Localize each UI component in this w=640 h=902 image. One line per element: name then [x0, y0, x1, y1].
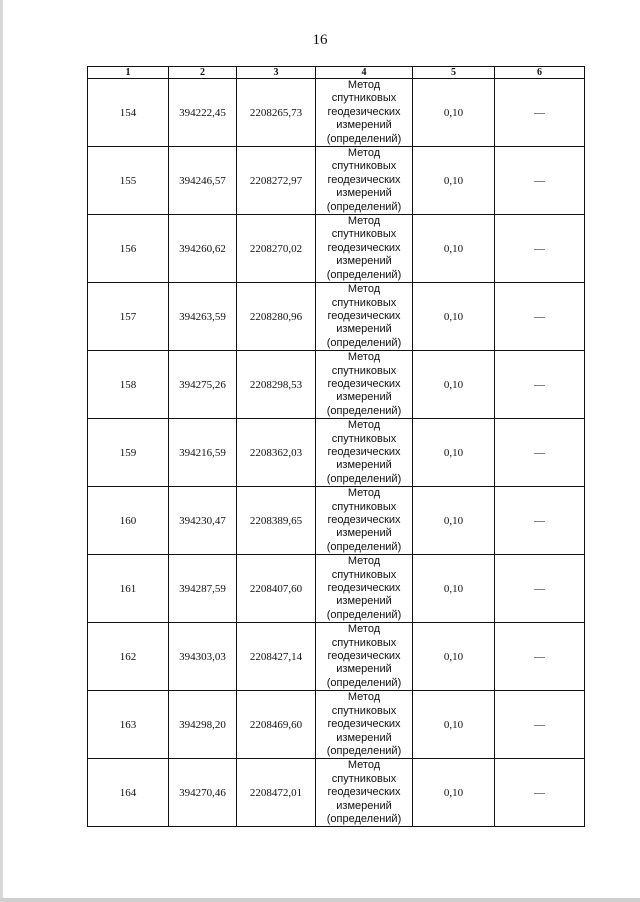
- table-row: [88, 351, 585, 419]
- accuracy-cell: 0,10: [413, 419, 495, 487]
- accuracy-cell: 0,10: [413, 79, 495, 147]
- coordinates-table: [87, 66, 585, 827]
- x-coordinate-cell: 394270,46: [169, 759, 237, 827]
- y-coordinate-cell: 2208298,53: [237, 351, 316, 419]
- note-cell: —: [495, 691, 585, 759]
- accuracy-cell: 0,10: [413, 351, 495, 419]
- x-coordinate-cell: 394275,26: [169, 351, 237, 419]
- x-coordinate-cell: 394216,59: [169, 419, 237, 487]
- y-coordinate-cell: 2208265,73: [237, 79, 316, 147]
- x-coordinate-cell: 394260,62: [169, 215, 237, 283]
- method-cell: Метод спутниковых геодезических измерений (определений): [316, 487, 413, 555]
- scan-edge-left: [0, 0, 3, 902]
- header-col-2: 2: [169, 67, 237, 79]
- x-coordinate-cell: 394230,47: [169, 487, 237, 555]
- accuracy-cell: 0,10: [413, 147, 495, 215]
- y-coordinate-cell: 2208427,14: [237, 623, 316, 691]
- x-coordinate-cell: 394298,20: [169, 691, 237, 759]
- accuracy-cell: 0,10: [413, 487, 495, 555]
- x-coordinate-cell: 394222,45: [169, 79, 237, 147]
- point-cell: 163: [88, 691, 169, 759]
- y-coordinate-cell: 2208272,97: [237, 147, 316, 215]
- header-col-6: 6: [495, 67, 585, 79]
- x-coordinate-cell: 394303,03: [169, 623, 237, 691]
- accuracy-cell: 0,10: [413, 623, 495, 691]
- page-number: 16: [312, 32, 328, 48]
- method-cell: Метод спутниковых геодезических измерений (определений): [316, 691, 413, 759]
- point-cell: 159: [88, 419, 169, 487]
- header-col-1: 1: [88, 67, 169, 79]
- table-row: [88, 147, 585, 215]
- y-coordinate-cell: 2208280,96: [237, 283, 316, 351]
- point-cell: 160: [88, 487, 169, 555]
- table-row: [88, 283, 585, 351]
- point-cell: 156: [88, 215, 169, 283]
- y-coordinate-cell: 2208270,02: [237, 215, 316, 283]
- point-cell: 158: [88, 351, 169, 419]
- point-cell: 164: [88, 759, 169, 827]
- x-coordinate-cell: 394263,59: [169, 283, 237, 351]
- note-cell: —: [495, 215, 585, 283]
- table-row: [88, 759, 585, 827]
- table-header-row: [88, 67, 585, 79]
- note-cell: —: [495, 419, 585, 487]
- accuracy-cell: 0,10: [413, 555, 495, 623]
- accuracy-cell: 0,10: [413, 759, 495, 827]
- scan-edge-bottom: [0, 898, 640, 902]
- header-col-4: 4: [316, 67, 413, 79]
- method-cell: Метод спутниковых геодезических измерений (определений): [316, 623, 413, 691]
- x-coordinate-cell: 394287,59: [169, 555, 237, 623]
- table-row: [88, 487, 585, 555]
- point-cell: 155: [88, 147, 169, 215]
- table-row: [88, 623, 585, 691]
- note-cell: —: [495, 147, 585, 215]
- method-cell: Метод спутниковых геодезических измерений (определений): [316, 351, 413, 419]
- method-cell: Метод спутниковых геодезических измерений (определений): [316, 419, 413, 487]
- point-cell: 161: [88, 555, 169, 623]
- method-cell: Метод спутниковых геодезических измерений (определений): [316, 215, 413, 283]
- table-row: [88, 555, 585, 623]
- note-cell: —: [495, 79, 585, 147]
- method-cell: Метод спутниковых геодезических измерений (определений): [316, 283, 413, 351]
- method-cell: Метод спутниковых геодезических измерений (определений): [316, 147, 413, 215]
- point-cell: 154: [88, 79, 169, 147]
- y-coordinate-cell: 2208407,60: [237, 555, 316, 623]
- note-cell: —: [495, 487, 585, 555]
- table-row: [88, 419, 585, 487]
- header-col-5: 5: [413, 67, 495, 79]
- y-coordinate-cell: 2208362,03: [237, 419, 316, 487]
- y-coordinate-cell: 2208472,01: [237, 759, 316, 827]
- y-coordinate-cell: 2208469,60: [237, 691, 316, 759]
- table-body: [88, 79, 585, 827]
- point-cell: 162: [88, 623, 169, 691]
- method-cell: Метод спутниковых геодезических измерений (определений): [316, 555, 413, 623]
- table-row: [88, 215, 585, 283]
- header-col-3: 3: [237, 67, 316, 79]
- note-cell: —: [495, 623, 585, 691]
- note-cell: —: [495, 351, 585, 419]
- y-coordinate-cell: 2208389,65: [237, 487, 316, 555]
- accuracy-cell: 0,10: [413, 215, 495, 283]
- method-cell: Метод спутниковых геодезических измерений (определений): [316, 759, 413, 827]
- point-cell: 157: [88, 283, 169, 351]
- accuracy-cell: 0,10: [413, 283, 495, 351]
- accuracy-cell: 0,10: [413, 691, 495, 759]
- note-cell: —: [495, 283, 585, 351]
- x-coordinate-cell: 394246,57: [169, 147, 237, 215]
- note-cell: —: [495, 759, 585, 827]
- table-row: [88, 79, 585, 147]
- table-row: [88, 691, 585, 759]
- method-cell: Метод спутниковых геодезических измерений (определений): [316, 79, 413, 147]
- note-cell: —: [495, 555, 585, 623]
